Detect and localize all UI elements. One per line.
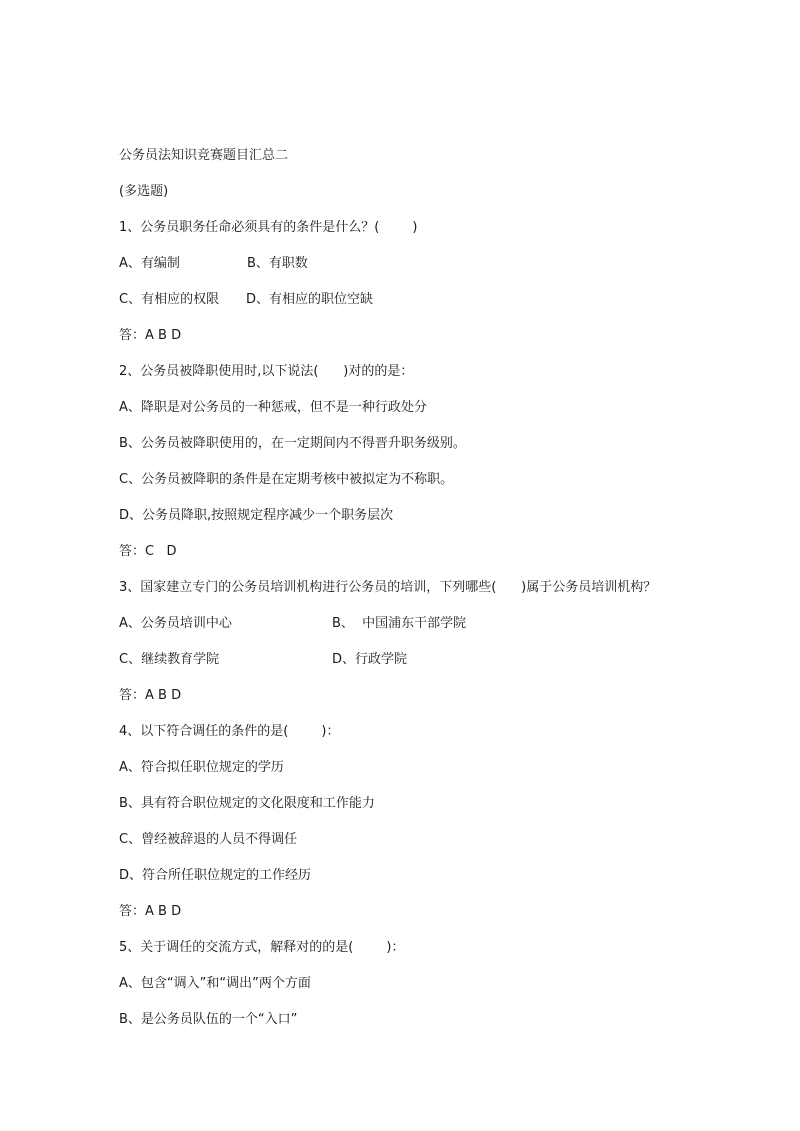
question-1-answer: 答：A B D (119, 328, 182, 343)
question-3-option-a: A、公务员培训中心 (119, 616, 232, 631)
question-4-stem: 4、以下符合调任的条件的是( )： (119, 724, 340, 739)
question-1-stem: 1、公务员职务任命必须具有的条件是什么？( ) (119, 220, 418, 235)
question-5-option-a: A、包含“调入”和“调出”两个方面 (119, 976, 311, 991)
document-title: 公务员法知识竞赛题目汇总二 (119, 148, 289, 163)
question-2-option-b: B、公务员被降职使用的，在一定期间内不得晋升职务级别。 (119, 436, 466, 451)
question-3-option-b: B、 中国浦东干部学院 (332, 616, 467, 631)
question-3-stem: 3、国家建立专门的公务员培训机构进行公务员的培训，下列哪些( )属于公务员培训机构？ (119, 580, 657, 595)
question-2-stem: 2、公务员被降职使用时,以下说法( )对的的是： (119, 364, 414, 379)
section-label: (多选题) (119, 184, 169, 199)
question-4-option-d: D、符合所任职位规定的工作经历 (119, 868, 312, 883)
question-4-option-b: B、具有符合职位规定的文化限度和工作能力 (119, 796, 375, 811)
question-4-option-c: C、曾经被辞退的人员不得调任 (119, 832, 298, 847)
question-2-option-d: D、公务员降职,按照规定程序减少一个职务层次 (119, 508, 394, 523)
question-2-answer: 答：C D (119, 544, 177, 559)
question-2-option-a: A、降职是对公务员的一种惩戒，但不是一种行政处分 (119, 400, 427, 415)
question-4-option-a: A、符合拟任职位规定的学历 (119, 760, 284, 775)
question-3-option-c: C、继续教育学院 (119, 652, 220, 667)
question-3-answer: 答：A B D (119, 688, 182, 703)
question-1-option-b: B、有职数 (247, 256, 308, 271)
question-1-option-a: A、有编制 (119, 256, 180, 271)
question-5-stem: 5、关于调任的交流方式，解释对的的是( )： (119, 940, 405, 955)
question-2-option-c: C、公务员被降职的条件是在定期考核中被拟定为不称职。 (119, 472, 454, 487)
question-1-option-c: C、有相应的权限 (119, 292, 220, 307)
question-3-option-d: D、行政学院 (332, 652, 408, 667)
question-4-answer: 答：A B D (119, 904, 182, 919)
question-5-option-b: B、是公务员队伍的一个“入口” (119, 1012, 298, 1027)
question-1-option-d: D、有相应的职位空缺 (246, 292, 374, 307)
